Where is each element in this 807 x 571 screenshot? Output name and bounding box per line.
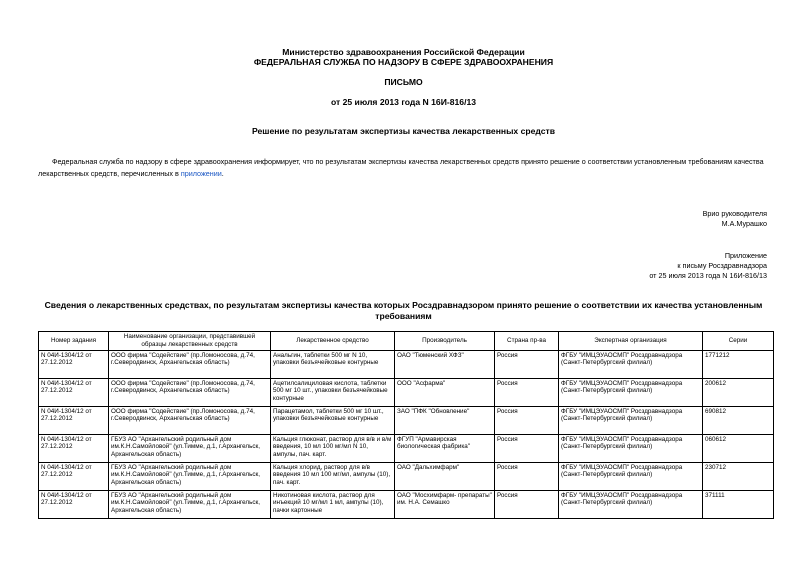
column-header: Страна пр-ва [495,332,559,351]
document-subject: Решение по результатам экспертизы качества лекарственных средств [251,126,556,136]
table-row [39,490,774,518]
table-cell: ООО "Асфарма" [395,378,495,406]
document-type: ПИСЬМО [384,77,423,87]
table-cell: N 04И-1304/12 от 27.12.2012 [39,378,109,406]
table-title: Сведения о лекарственных средствах, по результатам экспертизы качества которых Росздравнадзором принято решение о соответствии их качества установленным требованиям [44,300,763,321]
signature-name: М.А.Мурашко [721,218,767,228]
column-header: Серии [703,332,774,351]
table-cell: ФГБУ "ИМЦЭУАОСМП" Росздравнадзора (Санкт-Петербургский филиал) [559,406,703,434]
signature-block [703,209,767,229]
signature-position: Врио руководителя [702,209,767,218]
table-cell: Россия [495,350,559,378]
table-cell: Россия [495,462,559,490]
table-cell: 230712 [703,462,774,490]
table-cell: N 04И-1304/12 от 27.12.2012 [39,490,109,518]
table-cell: 1771212 [703,350,774,378]
appendix-link[interactable]: приложении [180,168,222,178]
table-row [39,406,774,434]
table-cell: ЗАО "ПФК "Обновление" [395,406,495,434]
table-cell: ООО фирма "Содействие" (пр.Ломоносова, д.74, г.Северодвинск, Архангельская область) [109,350,271,378]
table-cell: ФГБУ "ИМЦЭУАОСМП" Росздравнадзора (Санкт-Петербургский филиал) [559,378,703,406]
appendix-block [649,251,767,280]
table-cell: Никотиновая кислота, раствор для инъекций 10 мг/мл 1 мл, ампулы (10), пачки картонные [271,490,395,518]
table-cell: ФГБУ "ИМЦЭУАОСМП" Росздравнадзора (Санкт-Петербургский филиал) [559,462,703,490]
table-cell: ООО фирма "Содействие" (пр.Ломоносова, д.74, г.Северодвинск, Архангельская область) [109,406,271,434]
table-cell: Россия [495,490,559,518]
table-cell: ГБУЗ АО "Архангельский родильный дом им.К.Н.Самойловой" (ул.Тимме, д.1, г.Архангельск, Архангельская область) [109,462,271,490]
body-text-end: . [221,168,224,178]
table-cell: 690812 [703,406,774,434]
table-cell: ОАО "Мосхимфарм- препараты" им. Н.А. Семашко [395,490,495,518]
medicines-table [38,331,774,519]
table-cell: Кальция хлорид, раствор для в/в введения 10 мл 100 мг/мл, ампулы (10), пач. карт. [271,462,395,490]
service-name: ФЕДЕРАЛЬНАЯ СЛУЖБА ПО НАДЗОРУ В СФЕРЕ ЗДРАВООХРАНЕНИЯ [253,57,554,67]
table-row [39,434,774,462]
table-row [39,378,774,406]
ministry-name: Министерство здравоохранения Российской Федерации [282,47,525,57]
table-cell: Кальция глюконат, раствор для в/в и в/м введения, 10 мл 100 мг/мл N 10, ампулы, пач. карт. [271,434,395,462]
table-cell: Ацетилсалициловая кислота, таблетки 500 мг 10 шт., упаковки безъячейковые контурные [271,378,395,406]
table-header-row [39,332,774,351]
table-cell: ФГБУ "ИМЦЭУАОСМП" Росздравнадзора (Санкт-Петербургский филиал) [559,350,703,378]
table-cell: 060612 [703,434,774,462]
document-date: от 25 июля 2013 года N 16И-816/13 [330,97,477,107]
column-header: Наименование организации, представившей образцы лекарственных средств [109,332,271,351]
appendix-ref: к письму Росздравнадзора [677,260,767,270]
table-cell: ГБУЗ АО "Архангельский родильный дом им.К.Н.Самойловой" (ул.Тимме, д.1, г.Архангельск, Архангельская область) [109,434,271,462]
column-header: Лекарственное средство [271,332,395,351]
table-cell: Россия [495,406,559,434]
table-cell: N 04И-1304/12 от 27.12.2012 [39,462,109,490]
appendix-date: от 25 июля 2013 года N 16И-816/13 [649,270,767,280]
table-cell: 371111 [703,490,774,518]
table-cell: ФГУП "Армавирская биологическая фабрика" [395,434,495,462]
table-cell: ОАО "Дальхимфарм" [395,462,495,490]
table-cell: ОАО "Тюменский ХФЗ" [395,350,495,378]
table-cell: ГБУЗ АО "Архангельский родильный дом им.К.Н.Самойловой" (ул.Тимме, д.1, г.Архангельск, Архангельская область) [109,490,271,518]
table-cell: N 04И-1304/12 от 27.12.2012 [39,434,109,462]
table-cell: N 04И-1304/12 от 27.12.2012 [39,350,109,378]
table-row [39,350,774,378]
table-cell: Россия [495,378,559,406]
table-cell: Анальгин, таблетки 500 мг N 10, упаковки безъячейковые контурные [271,350,395,378]
table-cell: ФГБУ "ИМЦЭУАОСМП" Росздравнадзора (Санкт-Петербургский филиал) [559,434,703,462]
table-cell: ФГБУ "ИМЦЭУАОСМП" Росздравнадзора (Санкт-Петербургский филиал) [559,490,703,518]
table-cell: 200612 [703,378,774,406]
column-header: Производитель [395,332,495,351]
table-row [39,462,774,490]
column-header: Экспертная организация [559,332,703,351]
table-cell: Россия [495,434,559,462]
column-header: Номер задания [39,332,109,351]
body-text: Федеральная служба по надзору в сфере здравоохранения информирует, что по результатам экспертизы качества лекарственных средств принято решение о соответствии установленным требованиям качества лекарственных средств, перечисленных в [38,157,764,178]
table-cell: Парацетамол, таблетки 500 мг 10 шт., упаковки безъячейковые контурные [271,406,395,434]
table-cell: ООО фирма "Содействие" (пр.Ломоносова, д.74, г.Северодвинск, Архангельская область) [109,378,271,406]
appendix-title: Приложение [724,251,767,260]
table-cell: N 04И-1304/12 от 27.12.2012 [39,406,109,434]
body-paragraph [38,156,773,179]
